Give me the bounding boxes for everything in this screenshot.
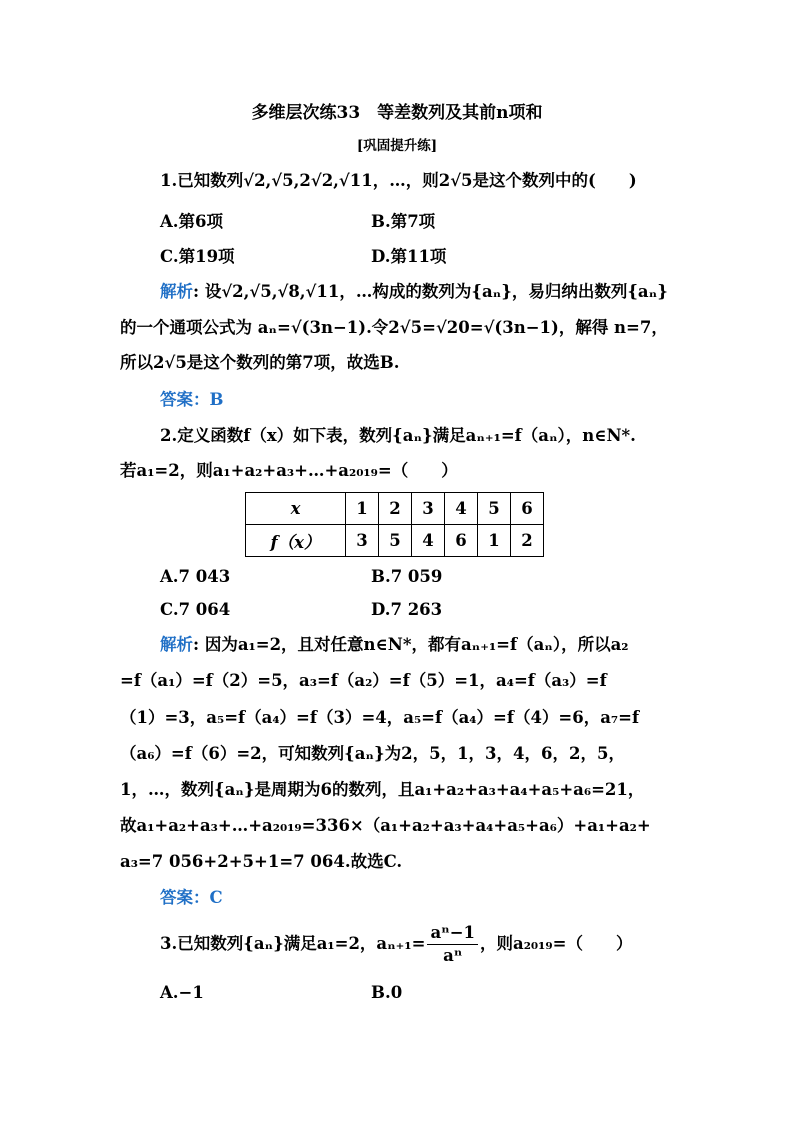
q2-analysis-line-6: 故a₁+a₂+a₃+…+a₂₀₁₉=336×（a₁+a₂+a₃+a₄+a₅+a₆）+a₁+a₂+: [120, 816, 651, 835]
q2-analysis-line-7: a₃=7 056+2+5+1=7 064.故选C.: [120, 852, 403, 871]
q1-analysis-line-1: [160, 281, 668, 303]
q1-analysis-text-1: : 设√2,√5,√8,√11，…构成的数列为{aₙ}，易归纳出数列{aₙ}: [193, 282, 668, 301]
q3-fraction: [427, 922, 478, 967]
q2-option-d: D.7 263: [371, 600, 443, 619]
q2-option-a: A.7 043: [160, 567, 231, 586]
table-header-x: x: [246, 493, 346, 525]
q2-analysis-line-2: =f（a₁）=f（2）=5，a₃=f（a₂）=f（5）=1，a₄=f（a₃）=f: [120, 671, 607, 690]
section-subtitle: [巩固提升练]: [356, 138, 438, 154]
q1-analysis-line-3: 所以2√5是这个数列的第7项，故选B.: [120, 353, 400, 372]
page-title: 多维层次练33 等差数列及其前n项和: [251, 103, 543, 123]
table-cell: 5: [379, 525, 412, 557]
table-cell: 3: [346, 525, 379, 557]
table-cell: 2: [511, 525, 544, 557]
q3-fraction-denominator: aⁿ: [443, 946, 463, 965]
table-header-fx: f（x）: [246, 525, 346, 557]
q1-option-c: C.第19项: [160, 247, 235, 266]
q3-stem-suffix: ，则a₂₀₁₉=（ ）: [480, 934, 633, 953]
q2-option-b: B.7 059: [371, 567, 443, 586]
q1-answer: 答案：B: [160, 390, 224, 409]
q1-option-b: B.第7项: [371, 212, 436, 231]
table-cell: 4: [445, 493, 478, 525]
table-cell: 6: [445, 525, 478, 557]
table-cell: 3: [412, 493, 445, 525]
q2-answer: 答案：C: [160, 888, 223, 907]
q3-option-a: A.−1: [160, 983, 204, 1002]
q2-analysis-text-1: : 因为a₁=2，且对任意n∈N*，都有aₙ₊₁=f（aₙ），所以a₂: [193, 635, 629, 654]
table-cell: 2: [379, 493, 412, 525]
q2-analysis-line-5: 1，…，数列{aₙ}是周期为6的数列，且a₁+a₂+a₃+a₄+a₅+a₆=21，: [120, 780, 645, 799]
q2-analysis-label: 解析: [160, 635, 193, 654]
table-cell: 5: [478, 493, 511, 525]
table-cell: 1: [346, 493, 379, 525]
table-cell: 4: [412, 525, 445, 557]
q2-stem-line-1: 2.定义函数f（x）如下表，数列{aₙ}满足aₙ₊₁=f（aₙ），n∈N*.: [160, 426, 636, 445]
q3-stem-prefix: 3.已知数列{aₙ}满足a₁=2，aₙ₊₁=: [160, 934, 426, 953]
table-cell: 6: [511, 493, 544, 525]
q2-stem-line-2: 若a₁=2，则a₁+a₂+a₃+…+a₂₀₁₉=（ ）: [120, 461, 458, 480]
function-table: [245, 492, 544, 557]
q1-analysis-line-2: 的一个通项公式为 aₙ=√(3n−1).令2√5=√20=√(3n−1)，解得 n=7，: [120, 318, 668, 337]
q1-option-d: D.第11项: [371, 247, 447, 266]
q2-analysis-line-3: （1）=3，a₅=f（a₄）=f（3）=4，a₅=f（a₄）=f（4）=6，a₇=f: [120, 708, 640, 727]
table-cell: 1: [478, 525, 511, 557]
table-row-x: [246, 493, 544, 525]
q2-analysis-line-1: [160, 634, 629, 656]
q3-fraction-numerator: aⁿ−1: [427, 922, 478, 945]
q1-option-a: A.第6项: [160, 212, 224, 231]
q3-stem: [160, 922, 632, 967]
q1-stem: 1.已知数列√2,√5,2√2,√11，…，则2√5是这个数列中的( ): [160, 171, 637, 190]
q3-option-b: B.0: [371, 983, 403, 1002]
q2-option-c: C.7 064: [160, 600, 231, 619]
table-row-fx: [246, 525, 544, 557]
q1-analysis-label: 解析: [160, 282, 193, 301]
q2-analysis-line-4: （a₆）=f（6）=2，可知数列{aₙ}为2，5，1，3，4，6，2，5，: [120, 744, 625, 763]
